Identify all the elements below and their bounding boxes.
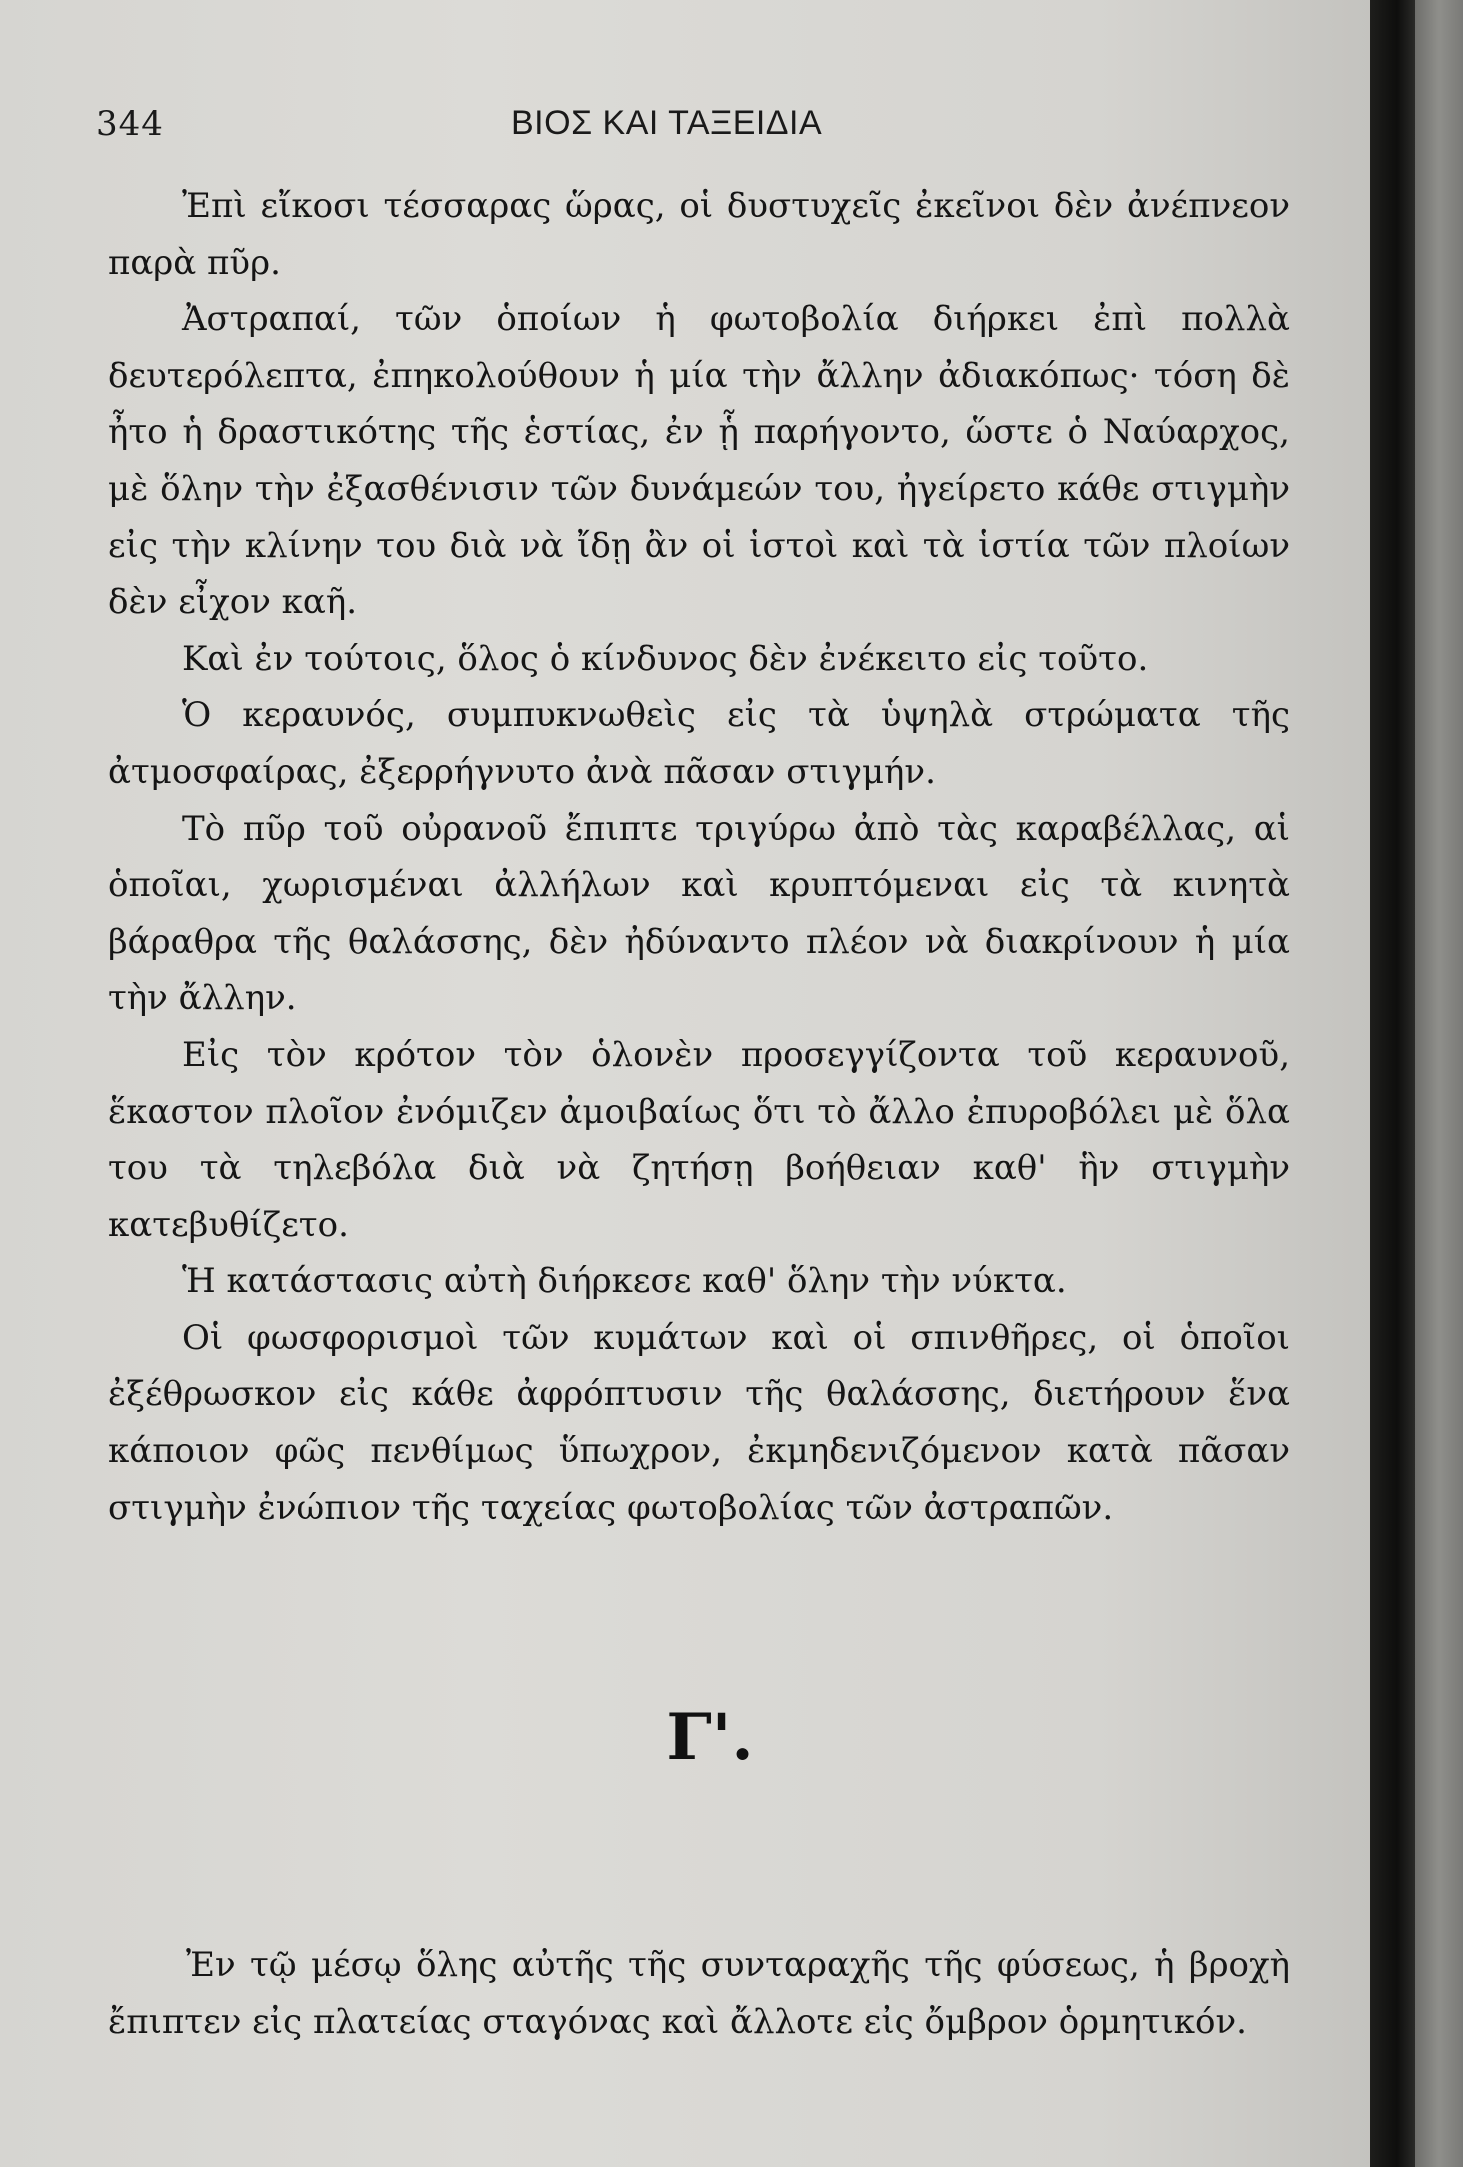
paragraph: Καὶ ἐν τούτοις, ὅλος ὁ κίνδυνος δὲν ἐνέκειτο εἰς τοῦτο.	[182, 638, 1149, 679]
running-title: ΒΙΟΣ ΚΑΙ ΤΑΞΕΙΔΙΑ	[511, 104, 823, 142]
paragraph: Οἱ φωσφορισμοὶ τῶν κυμάτων καὶ οἱ σπινθῆρες, οἱ ὁποῖοι ἐξέθρωσκον εἰς κάθε ἀφρόπτυσιν τῆς θαλάσσης, διετήρουν ἕνα κάποιον φῶς πενθίμως ὕπωχρον, ἐκμηδενιζόμενον κατὰ πᾶσαν στιγμὴν ἐνώπιον τῆς ταχείας φωτοβολίας τῶν ἀστραπῶν.	[108, 1317, 1290, 1528]
paragraph: Τὸ πῦρ τοῦ οὐρανοῦ ἔπιπτε τριγύρω ἀπὸ τὰς καραβέλλας, αἱ ὁποῖαι, χωρισμέναι ἀλλήλων καὶ κρυπτόμεναι εἰς τὰ κινητὰ βάραθρα τῆς θαλάσσης, δὲν ἠδύναντο πλέον νὰ διακρίνουν ἡ μία τὴν ἄλλην.	[108, 808, 1290, 1019]
paragraph: Ἀστραπαί, τῶν ὁποίων ἡ φωτοβολία διήρκει ἐπὶ πολλὰ δευτερόλεπτα, ἐπηκολούθουν ἡ μία τὴν ἄλλην ἀδιακόπως· τόση δὲ ἦτο ἡ δραστικότης τῆς ἑστίας, ἐν ᾗ παρήγοντο, ὥστε ὁ Ναύαρχος, μὲ ὅλην τὴν ἐξασθένισιν τῶν δυνάμεών του, ἠγείρετο κάθε στιγμὴν εἰς τὴν κλίνην του διὰ νὰ ἴδῃ ἂν οἱ ἱστοὶ καὶ τὰ ἱστία τῶν πλοίων δὲν εἶχον καῆ.	[108, 299, 1290, 623]
facing-page-edge	[1415, 0, 1463, 2167]
section-text	[108, 1937, 1290, 2050]
paragraph: Ἐν τῷ μέσῳ ὅλης αὐτῆς τῆς συνταραχῆς τῆς φύσεως, ἡ βροχὴ ἔπιπτεν εἰς πλατείας σταγόνας καὶ ἄλλοτε εἰς ὄμβρον ὁρμητικόν.	[108, 1945, 1290, 2042]
page-number: 344	[96, 104, 164, 144]
main-text	[108, 178, 1290, 1536]
paragraph: Ἐπὶ εἴκοσι τέσσαρας ὥρας, οἱ δυστυχεῖς ἐκεῖνοι δὲν ἀνέπνεον παρὰ πῦρ.	[108, 186, 1290, 283]
page-header	[96, 104, 1276, 154]
paragraph: Ἡ κατάστασις αὐτὴ διήρκεσε καθ' ὅλην τὴν νύκτα.	[182, 1261, 1067, 1302]
section-heading: Γ'.	[666, 1700, 754, 1775]
paragraph: Εἰς τὸν κρότον τὸν ὁλονὲν προσεγγίζοντα τοῦ κεραυνοῦ, ἕκαστον πλοῖον ἐνόμιζεν ἀμοιβαίως ὅτι τὸ ἄλλο ἐπυροβόλει μὲ ὅλα του τὰ τηλεβόλα διὰ νὰ ζητήσῃ βοήθειαν καθ' ἣν στιγμὴν κατεβυθίζετο.	[108, 1034, 1290, 1245]
book-gutter-shadow	[1370, 0, 1415, 2167]
paragraph: Ὁ κεραυνός, συμπυκνωθεὶς εἰς τὰ ὑψηλὰ στρώματα τῆς ἀτμοσφαίρας, ἐξερρήγνυτο ἀνὰ πᾶσαν στιγμήν.	[108, 695, 1290, 792]
